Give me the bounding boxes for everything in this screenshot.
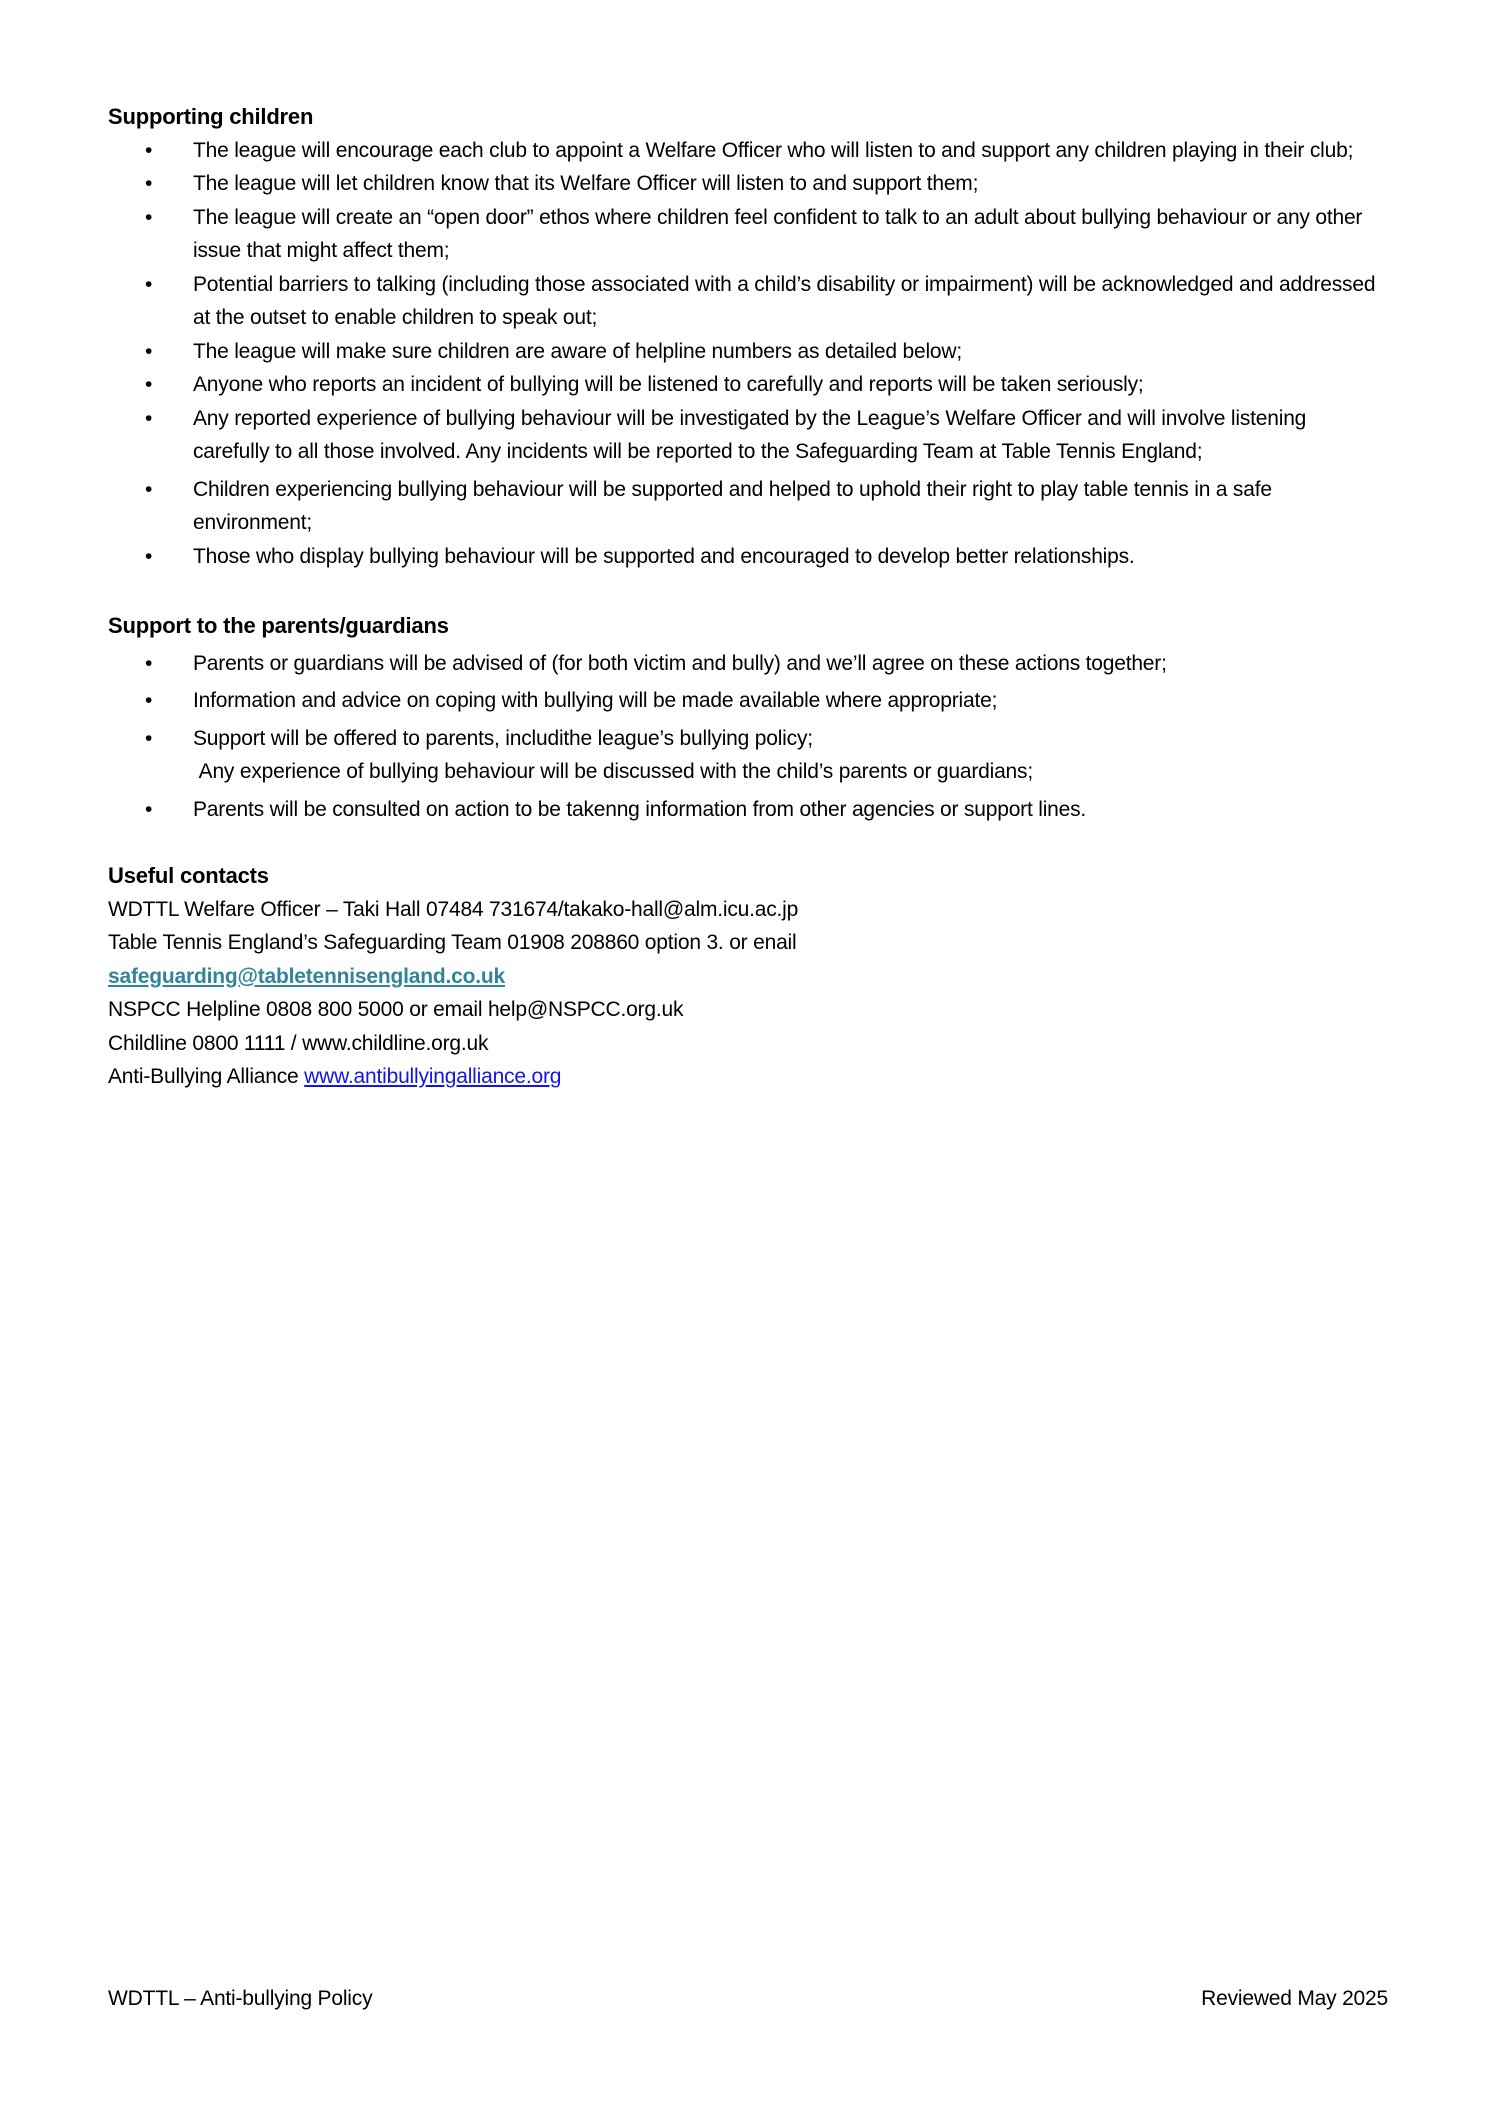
support-parents-list [108,647,1388,827]
empty-marker [108,755,193,789]
list-item: • Support will be offered to parents, includithe league’s bullying policy; [108,722,1388,756]
list-item: • Information and advice on coping with bullying will be made available where appropriate; [108,684,1388,718]
section-gap [108,573,1388,609]
section-supporting-children [108,100,1388,573]
bullet-icon: • [145,544,153,568]
list-item: • The league will encourage each club to appoint a Welfare Officer who will listen to and support any children playing in their club; [108,134,1388,168]
bullet-icon: • [145,138,153,162]
section-support-parents [108,609,1388,826]
list-item: • The league will make sure children are aware of helpline numbers as detailed below; [108,335,1388,369]
bullet-icon: • [145,689,153,712]
bullet-icon: • [145,797,153,821]
supporting-children-list [108,134,1388,574]
list-item: • Anyone who reports an incident of bullying will be listened to carefully and reports will be taken seriously; [108,368,1388,402]
contact-tte-safeguarding: Table Tennis England’s Safeguarding Team 01908 208860 option 3. or enail [108,931,797,954]
section-useful-contacts [108,859,1388,1094]
list-item: • Any reported experience of bullying behaviour will be investigated by the League’s Welfare Officer and will involve listening carefully to all those involved. Any incidents will be reported to the Safeguarding Team at Table Tennis England; [108,402,1388,469]
page-footer [108,1982,1388,2016]
contact-childline: Childline 0800 1111 / www.childline.org.uk [108,1031,489,1055]
list-item: • The league will create an “open door” ethos where children feel confident to talk to an adult about bullying behaviour or any other issue that might affect them; [108,201,1388,268]
list-item: • Children experiencing bullying behaviour will be supported and helped to uphold their right to play table tennis in a safe environment; [108,473,1388,540]
contact-welfare-officer: WDTTL Welfare Officer – Taki Hall 07484 731674/takako-hall@alm.icu.ac.jp [108,897,799,921]
list-item-no-bullet: Any experience of bullying behaviour will be discussed with the child’s parents or guardians; [108,755,1388,789]
bullet-icon: • [145,477,153,501]
contact-anti-bullying-alliance [108,1060,1388,1094]
section-gap [108,826,1388,859]
alliance-label: Anti-Bullying Alliance [108,1065,305,1088]
section-heading: Supporting children [108,104,314,129]
section-heading: Useful contacts [108,863,269,888]
bullet-icon: • [145,205,153,229]
list-item: • Parents or guardians will be advised of (for both victim and bully) and we’ll agree on these actions together; [108,647,1388,681]
footer-document-title: WDTTL – Anti-bullying Policy [108,1987,373,2010]
list-item: • Potential barriers to talking (including those associated with a child’s disability or impairment) will be acknowledged and addressed at the outset to enable children to speak out; [108,268,1388,335]
list-item: • Parents will be consulted on action to be takenng information from other agencies or support lines. [108,793,1388,827]
list-item: • Those who display bullying behaviour will be supported and encouraged to develop better relationships. [108,540,1388,574]
bullet-icon: • [145,406,153,430]
footer-review-date: Reviewed May 2025 [1201,1987,1388,2010]
alliance-website-link[interactable]: www.antibullyingalliance.org [304,1065,562,1088]
bullet-icon: • [145,339,153,363]
contact-safeguarding-email-line [108,960,1388,994]
bullet-icon: • [145,272,153,296]
bullet-icon: • [145,651,153,675]
safeguarding-email-link[interactable]: safeguarding@tabletennisengland.co.uk [108,964,505,988]
list-item: • The league will let children know that its Welfare Officer will listen to and support them; [108,167,1388,201]
bullet-icon: • [145,172,153,195]
contact-nspcc: NSPCC Helpline 0808 800 5000 or email help@NSPCC.org.uk [108,998,684,1021]
bullet-icon: • [145,373,153,396]
section-heading: Support to the parents/guardians [108,613,449,638]
bullet-icon: • [145,726,153,750]
